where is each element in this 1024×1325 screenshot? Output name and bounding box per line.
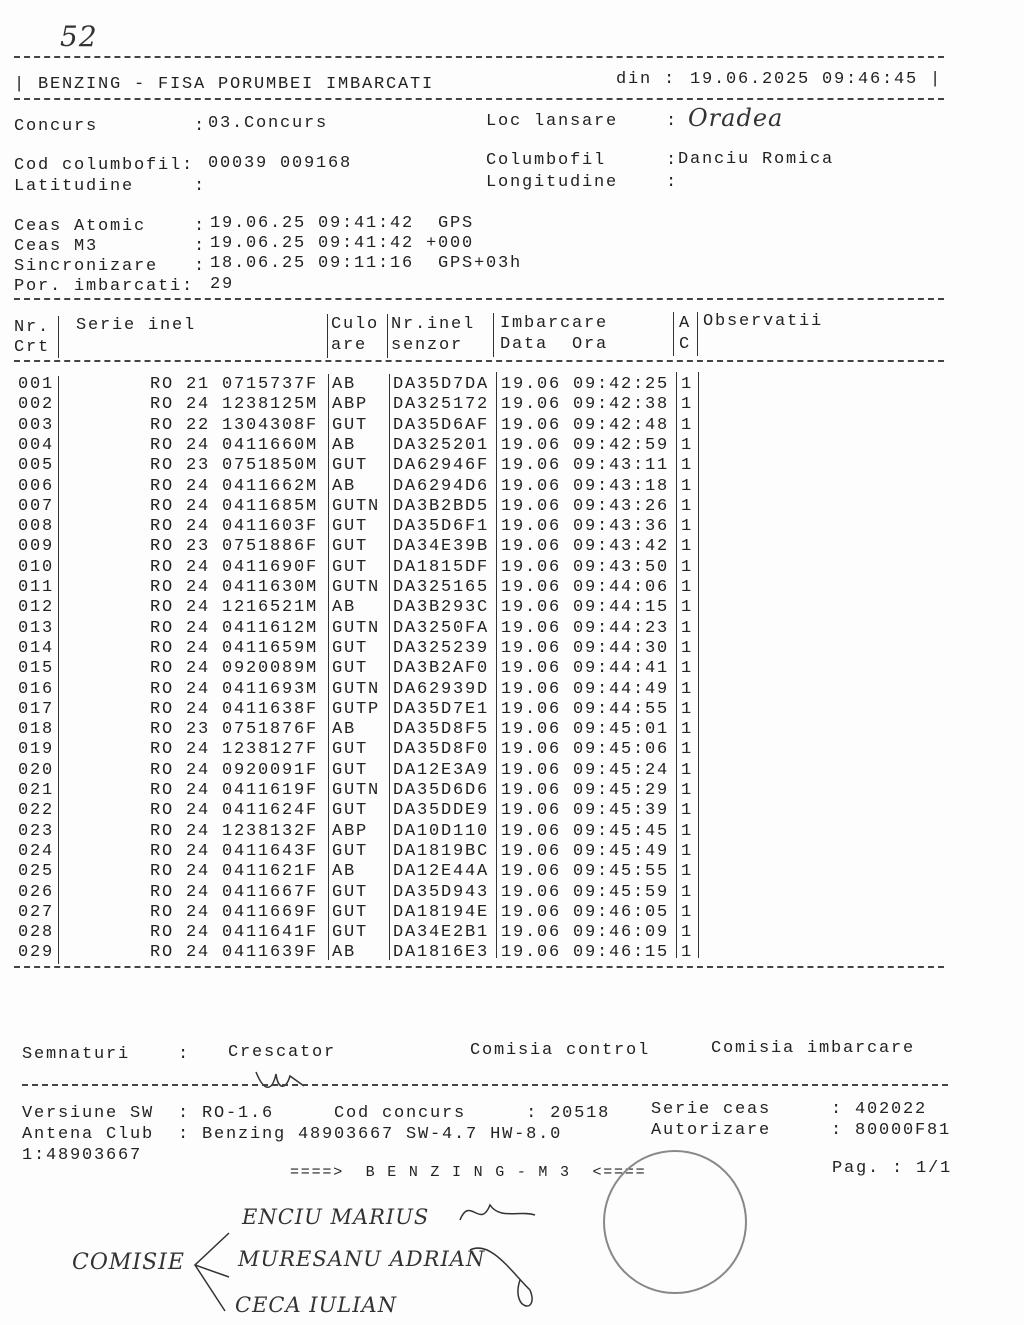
boarding-time: 09:44:06 bbox=[573, 578, 670, 597]
row-number: 013 bbox=[18, 618, 55, 638]
ceas-atomic-value: 19.06.25 09:41:42 GPS bbox=[210, 214, 475, 233]
ac-flag: 1 bbox=[681, 435, 694, 455]
boarding-time: 09:44:55 bbox=[573, 699, 670, 719]
boarding-time: 09:45:39 bbox=[573, 801, 670, 821]
sensor-ring: DA34E2B1 bbox=[393, 923, 490, 943]
boarding-date: 19.06 bbox=[501, 395, 562, 415]
table-row bbox=[0, 883, 720, 903]
boarding-date: 19.06 bbox=[501, 699, 562, 719]
table-row bbox=[0, 659, 720, 679]
boarding-date: 19.06 bbox=[501, 720, 562, 740]
ring-serial: RO 24 0411638F bbox=[150, 699, 319, 719]
boarding-date: 19.06 bbox=[501, 902, 562, 922]
table-row bbox=[0, 537, 720, 557]
signatures-label: Semnaturi : bbox=[22, 1045, 191, 1064]
ac-flag: 1 bbox=[681, 395, 694, 415]
boarding-time: 09:45:55 bbox=[573, 862, 670, 882]
sensor-ring: DA10D110 bbox=[393, 821, 490, 841]
ac-flag: 1 bbox=[681, 638, 694, 658]
ac-flag: 1 bbox=[681, 801, 694, 821]
color: GUT bbox=[332, 902, 369, 922]
ac-flag: 1 bbox=[681, 841, 694, 861]
sensor-ring: DA35D7E1 bbox=[393, 699, 490, 719]
row-number: 010 bbox=[18, 557, 55, 577]
ring-serial: RO 23 0751850M bbox=[150, 456, 319, 476]
sensor-ring: DA35D6D6 bbox=[393, 781, 490, 800]
row-number: 006 bbox=[18, 476, 55, 496]
ring-serial: RO 24 0411659M bbox=[150, 638, 319, 658]
boarding-time: 09:45:06 bbox=[573, 740, 670, 760]
boarding-date: 19.06 bbox=[501, 841, 562, 861]
print-date: 19.06.2025 09:46:45 bbox=[690, 70, 919, 89]
boarding-date: 19.06 bbox=[501, 598, 562, 618]
header-nr: Nr. bbox=[14, 318, 51, 337]
table-row bbox=[0, 598, 720, 618]
color: GUT bbox=[332, 882, 369, 902]
ring-serial: RO 22 1304308F bbox=[150, 415, 319, 435]
sincronizare-value: 18.06.25 09:11:16 GPS+03h bbox=[210, 254, 523, 273]
sensor-ring: DA35D7DA bbox=[393, 375, 490, 394]
boarding-time: 09:43:26 bbox=[573, 496, 670, 516]
sensor-ring: DA12E44A bbox=[393, 862, 490, 882]
document-title: BENZING - FISA PORUMBEI IMBARCATI bbox=[38, 75, 435, 94]
ring-serial: RO 24 0411662M bbox=[150, 476, 319, 496]
row-number: 019 bbox=[18, 740, 55, 760]
ring-serial: RO 24 1238132F bbox=[150, 821, 319, 841]
ring-serial: RO 24 1238125M bbox=[150, 395, 319, 415]
row-number: 003 bbox=[18, 415, 55, 435]
ring-serial: RO 24 0411624F bbox=[150, 801, 319, 821]
commission-stamp bbox=[603, 1150, 747, 1294]
boarding-time: 09:44:30 bbox=[573, 638, 670, 658]
color: ABP bbox=[332, 821, 369, 841]
sensor-ring: DA35D8F5 bbox=[393, 720, 490, 740]
ac-flag: 1 bbox=[681, 821, 694, 841]
ac-flag: 1 bbox=[681, 517, 694, 537]
boarding-date: 19.06 bbox=[501, 760, 562, 780]
color: AB bbox=[332, 943, 357, 963]
ac-flag: 1 bbox=[681, 943, 694, 963]
longitude-label: Longitudine : bbox=[486, 173, 679, 192]
boarding-time: 09:43:18 bbox=[573, 476, 670, 496]
boarding-time: 09:45:45 bbox=[573, 821, 670, 841]
row-number: 021 bbox=[18, 781, 55, 800]
table-row bbox=[0, 822, 720, 842]
boarding-date: 19.06 bbox=[501, 456, 562, 476]
brace-mark bbox=[185, 1225, 235, 1315]
table-row bbox=[0, 395, 720, 415]
ceas-m3-value: 19.06.25 09:41:42 +000 bbox=[210, 234, 475, 253]
concurs-label: Concurs : bbox=[14, 117, 207, 136]
row-number: 026 bbox=[18, 882, 55, 902]
boarding-time: 09:42:48 bbox=[573, 415, 670, 435]
table-row bbox=[0, 720, 720, 740]
concurs-value: 03.Concurs bbox=[208, 114, 329, 133]
color: GUT bbox=[332, 659, 369, 679]
handwritten-comisie: COMISIE bbox=[72, 1250, 185, 1275]
boarding-date: 19.06 bbox=[501, 496, 562, 516]
sensor-ring: DA12E3A9 bbox=[393, 760, 490, 780]
sensor-ring: DA3B293C bbox=[393, 598, 490, 618]
sensor-ring: DA325165 bbox=[393, 578, 490, 597]
commission-signatures-mark bbox=[450, 1190, 560, 1320]
boarding-time: 09:46:09 bbox=[573, 923, 670, 943]
antena-line: Antena Club : Benzing 48903667 SW-4.7 HW-8.0 bbox=[22, 1125, 563, 1144]
ring-serial: RO 24 0411643F bbox=[150, 841, 319, 861]
sincronizare-label: Sincronizare : bbox=[14, 257, 207, 276]
row-number: 008 bbox=[18, 517, 55, 537]
columbofil-value: Danciu Romica bbox=[678, 150, 835, 169]
row-number: 020 bbox=[18, 760, 55, 780]
row-number: 005 bbox=[18, 456, 55, 476]
boarding-date: 19.06 bbox=[501, 659, 562, 679]
signature-crescator: Crescator bbox=[228, 1043, 337, 1062]
header-senzor: senzor bbox=[391, 336, 464, 355]
table-row bbox=[0, 801, 720, 821]
row-number: 018 bbox=[18, 720, 55, 740]
sensor-ring: DA325172 bbox=[393, 395, 490, 415]
boarding-date: 19.06 bbox=[501, 740, 562, 760]
boarding-date: 19.06 bbox=[501, 862, 562, 882]
header-observatii: Observatii bbox=[703, 312, 824, 331]
row-number: 022 bbox=[18, 801, 55, 821]
page-number: Pag. : 1/1 bbox=[832, 1159, 953, 1178]
color: GUTN bbox=[332, 618, 381, 638]
date-label: din : bbox=[616, 70, 677, 89]
ac-flag: 1 bbox=[681, 781, 694, 800]
boarding-date: 19.06 bbox=[501, 882, 562, 902]
color: ABP bbox=[332, 395, 369, 415]
autorizare: Autorizare : 80000F81 bbox=[651, 1121, 952, 1140]
table-row bbox=[0, 578, 720, 598]
sensor-ring: DA1816E3 bbox=[393, 943, 490, 963]
header-imbarcare: Imbarcare bbox=[500, 314, 609, 333]
sensor-ring: DA3B2BD5 bbox=[393, 496, 490, 516]
row-number: 023 bbox=[18, 821, 55, 841]
boarding-date: 19.06 bbox=[501, 821, 562, 841]
boarding-time: 09:43:11 bbox=[573, 456, 670, 476]
ac-flag: 1 bbox=[681, 740, 694, 760]
color: GUTP bbox=[332, 699, 381, 719]
color: GUT bbox=[332, 923, 369, 943]
boarding-time: 09:44:15 bbox=[573, 598, 670, 618]
row-number: 017 bbox=[18, 699, 55, 719]
sensor-ring: DA3B2AF0 bbox=[393, 659, 490, 679]
ring-serial: RO 24 0411612M bbox=[150, 618, 319, 638]
ring-serial: RO 23 0751886F bbox=[150, 537, 319, 557]
sensor-ring: DA6294D6 bbox=[393, 476, 490, 496]
por-imbarcati-value: 29 bbox=[210, 275, 235, 294]
table-row bbox=[0, 680, 720, 700]
color: GUT bbox=[332, 841, 369, 861]
color: GUTN bbox=[332, 781, 381, 800]
crescator-signature-mark bbox=[250, 1062, 310, 1096]
color: GUT bbox=[332, 740, 369, 760]
row-number: 029 bbox=[18, 943, 55, 963]
boarding-date: 19.06 bbox=[501, 801, 562, 821]
sensor-ring: DA35DDE9 bbox=[393, 801, 490, 821]
sensor-ring: DA35D8F0 bbox=[393, 740, 490, 760]
boarding-date: 19.06 bbox=[501, 781, 562, 800]
color: GUT bbox=[332, 801, 369, 821]
header-nr-inel: Nr.inel bbox=[391, 315, 476, 334]
ring-serial: RO 21 0715737F bbox=[150, 375, 319, 394]
table-row bbox=[0, 416, 720, 436]
signature-comisia-imbarcare: Comisia imbarcare bbox=[711, 1039, 916, 1058]
table-row bbox=[0, 639, 720, 659]
row-number: 009 bbox=[18, 537, 55, 557]
ring-serial: RO 24 0920089M bbox=[150, 659, 319, 679]
table-row bbox=[0, 700, 720, 720]
color: AB bbox=[332, 862, 357, 882]
header-culoare-2: are bbox=[331, 336, 368, 355]
row-number: 014 bbox=[18, 638, 55, 658]
ac-flag: 1 bbox=[681, 679, 694, 699]
ring-serial: RO 24 0411693M bbox=[150, 679, 319, 699]
boarding-date: 19.06 bbox=[501, 517, 562, 537]
ac-flag: 1 bbox=[681, 476, 694, 496]
ac-flag: 1 bbox=[681, 720, 694, 740]
versiune-line: Versiune SW : RO-1.6 Cod concurs : 20518 bbox=[22, 1104, 611, 1123]
handwritten-page-number: 52 bbox=[60, 20, 98, 53]
header-culoare: Culo bbox=[331, 315, 380, 334]
sensor-ring: DA1819BC bbox=[393, 841, 490, 861]
color: GUTN bbox=[332, 496, 381, 516]
row-number: 011 bbox=[18, 578, 55, 597]
boarding-date: 19.06 bbox=[501, 943, 562, 963]
table-row bbox=[0, 558, 720, 578]
handwritten-member-2: MURESANU ADRIAN bbox=[238, 1247, 486, 1271]
table-row bbox=[0, 862, 720, 882]
color: AB bbox=[332, 375, 357, 394]
boarding-time: 09:43:42 bbox=[573, 537, 670, 557]
boarding-time: 09:43:50 bbox=[573, 557, 670, 577]
table-row bbox=[0, 740, 720, 760]
sensor-ring: DA35D6F1 bbox=[393, 517, 490, 537]
ac-flag: 1 bbox=[681, 923, 694, 943]
ac-flag: 1 bbox=[681, 598, 694, 618]
color: AB bbox=[332, 435, 357, 455]
ac-flag: 1 bbox=[681, 659, 694, 679]
boarding-date: 19.06 bbox=[501, 375, 562, 394]
header-c: C bbox=[679, 335, 692, 354]
row-number: 027 bbox=[18, 902, 55, 922]
loc-value: Oradea bbox=[688, 104, 784, 132]
table-row bbox=[0, 456, 720, 476]
loc-label: Loc lansare : bbox=[486, 112, 679, 131]
boarding-date: 19.06 bbox=[501, 638, 562, 658]
ring-serial: RO 24 1216521M bbox=[150, 598, 319, 618]
row-number: 025 bbox=[18, 862, 55, 882]
table-row bbox=[0, 923, 720, 943]
color: GUT bbox=[332, 760, 369, 780]
boarding-time: 09:44:23 bbox=[573, 618, 670, 638]
ceas-m3-label: Ceas M3 : bbox=[14, 237, 207, 256]
ring-serial: RO 24 1238127F bbox=[150, 740, 319, 760]
sensor-ring: DA62946F bbox=[393, 456, 490, 476]
sensor-ring: DA325201 bbox=[393, 435, 490, 455]
row-number: 024 bbox=[18, 841, 55, 861]
boarding-date: 19.06 bbox=[501, 578, 562, 597]
boarding-time: 09:44:49 bbox=[573, 679, 670, 699]
boarding-date: 19.06 bbox=[501, 415, 562, 435]
boarding-date: 19.06 bbox=[501, 435, 562, 455]
ac-flag: 1 bbox=[681, 882, 694, 902]
sensor-ring: DA325239 bbox=[393, 638, 490, 658]
ring-serial: RO 24 0411660M bbox=[150, 435, 319, 455]
header-a: A bbox=[679, 314, 692, 333]
boarding-date: 19.06 bbox=[501, 476, 562, 496]
table-row bbox=[0, 497, 720, 517]
sensor-ring: DA18194E bbox=[393, 902, 490, 922]
table-row bbox=[0, 619, 720, 639]
table-row bbox=[0, 375, 720, 395]
serie-ceas: Serie ceas : 402022 bbox=[651, 1100, 928, 1119]
table-row bbox=[0, 842, 720, 862]
boarding-time: 09:42:59 bbox=[573, 435, 670, 455]
por-imbarcati-label: Por. imbarcati: bbox=[14, 277, 195, 296]
ring-serial: RO 24 0411669F bbox=[150, 902, 319, 922]
sensor-ring: DA1815DF bbox=[393, 557, 490, 577]
ac-flag: 1 bbox=[681, 578, 694, 597]
color: AB bbox=[332, 720, 357, 740]
table-row bbox=[0, 477, 720, 497]
ceas-atomic-label: Ceas Atomic : bbox=[14, 217, 207, 236]
row-number: 002 bbox=[18, 395, 55, 415]
handwritten-member-3: CECA IULIAN bbox=[235, 1293, 398, 1317]
ring-serial: RO 24 0411685M bbox=[150, 496, 319, 516]
ac-flag: 1 bbox=[681, 496, 694, 516]
ring-serial: RO 24 0920091F bbox=[150, 760, 319, 780]
row-number: 001 bbox=[18, 375, 55, 394]
ac-flag: 1 bbox=[681, 862, 694, 882]
color: GUT bbox=[332, 638, 369, 658]
color: GUTN bbox=[332, 578, 381, 597]
club-id: 1:48903667 bbox=[22, 1146, 143, 1165]
table-row bbox=[0, 943, 720, 963]
cod-value: 00039 009168 bbox=[208, 154, 353, 173]
boarding-time: 09:46:05 bbox=[573, 902, 670, 922]
boarding-time: 09:42:38 bbox=[573, 395, 670, 415]
signature-comisia-control: Comisia control bbox=[470, 1041, 651, 1060]
ac-flag: 1 bbox=[681, 456, 694, 476]
latitude-label: Latitudine : bbox=[14, 177, 207, 196]
row-number: 007 bbox=[18, 496, 55, 516]
brand-line: ====> B E N Z I N G - M 3 <==== bbox=[290, 1164, 647, 1181]
sensor-ring: DA35D943 bbox=[393, 882, 490, 902]
ac-flag: 1 bbox=[681, 415, 694, 435]
row-number: 016 bbox=[18, 679, 55, 699]
sensor-ring: DA35D6AF bbox=[393, 415, 490, 435]
ring-serial: RO 24 0411621F bbox=[150, 862, 319, 882]
color: GUT bbox=[332, 456, 369, 476]
row-number: 028 bbox=[18, 923, 55, 943]
header-crt: Crt bbox=[14, 338, 51, 357]
boarding-time: 09:45:59 bbox=[573, 882, 670, 902]
ring-serial: RO 24 0411690F bbox=[150, 557, 319, 577]
boarding-time: 09:45:29 bbox=[573, 781, 670, 800]
boarding-time: 09:45:24 bbox=[573, 760, 670, 780]
row-number: 015 bbox=[18, 659, 55, 679]
row-number: 004 bbox=[18, 435, 55, 455]
benzing-boarding-sheet: 52 | BENZING - FISA PORUMBEI IMBARCATI din : 19.06.2025 09:46:45 | Concurs : 03.Concurs Loc lansare : Oradea Cod columbofil: 00039 009168 Columbofil : Danciu Romica Latitudine : Longitudine : Ceas Atomic : 19.06.25 09:41:42 GPS Ceas M3 : 19.06.25 09:41:42 +000 Sincronizare : 18.06.25 09:11:16 GPS+03h Por. imbarcati: 29 Nr. Crt Serie inel Culo are Nr.inel senzor Imbarcare Data Ora A C Observatii 001 RO 21 0715737F AB DA35D7DA 19.06 09:42:25 1 002 RO 24 1238125M ABP DA325172 19.06 09:42:38 1 003 RO 22 1304308F GUT DA35D6AF 19.06 09:42:48 1 004 RO 24 0411660M AB DA325201 19.06 09:42:59 1 005 RO 23 0751850M GUT DA62946F 19.06 09:43:11 1 006 RO 24 0411662M AB DA6294D6 19.06 09:43:18 1 007 RO 24 0411685M GUTN DA3B2BD5 19.06 09:43:26 1 008 RO 24 0411603F GUT DA35D6F1 19.06 09:43:36 1 009 RO 23 0751886F GUT DA34E39B 19.06 09:43:42 1 010 RO 24 0411690F GUT DA1815DF 19.06 09:43:50 1 011 RO 24 0411630M GUTN DA325165 19.06 09:44:06 1 012 RO 24 1216521M AB DA3B293C 19.06 09:44:15 1 013 RO 24 0411612M GUTN DA3250FA 19.06 09:44:23 1 014 RO 24 0411659M GUT DA325239 19.06 09:44:30 1 015 RO 24 0920089M GUT DA3B2AF0 19.06 09:44:41 1 016 RO 24 0411693M GUTN DA62939D 19.06 09:44:49 1 017 RO 24 0411638F GUTP DA35D7E1 19.06 09:44:55 1 018 RO 23 0751876F AB DA35D8F5 19.06 09:45:01 1 019 RO 24 1238127F GUT DA35D8F0 19.06 09:45:06 1 020 RO 24 0920091F GUT DA12E3A9 19.06 09:45:24 1 021 RO 24 0411619F GUTN DA35D6D6 19.06 09:45:29 1 022 RO 24 0411624F GUT DA35DDE9 19.06 09:45:39 1 023 RO 24 1238132F ABP DA10D110 19.06 09:45:45 1 024 RO 24 0411643F GUT DA1819BC 19.06 09:45:49 1 025 RO 24 0411621F AB DA12E44A 19.06 09:45:55 1 026 RO 24 0411667F GUT DA35D943 19.06 09:45:59 1 027 RO 24 0411669F GUT DA18194E 19.06 09:46:05 1 028 RO 24 0411641F GUT DA34E2B1 19.06 09:46:09 1 029 RO 24 0411639F AB DA1816E3 19.06 09:46:15 1 Semnaturi : Crescator Comisia control Comisia imbarcare Versiune SW : RO-1.6 Cod concurs : 20518 Serie ceas : 402022 Antena Club : Benzing 48903667 SW-4.7 HW-8.0 Autorizare : 80000F81 1:48903667 ====> B E N Z I N G - M 3 <==== Pag. : 1/1 COMISIE ENCIU MARIUS MURESANU ADRIAN CECA IULIAN bbox=[0, 0, 1024, 1325]
boarding-time: 09:42:25 bbox=[573, 375, 670, 394]
ring-serial: RO 24 0411630M bbox=[150, 578, 319, 597]
sensor-ring: DA62939D bbox=[393, 679, 490, 699]
color: GUTN bbox=[332, 679, 381, 699]
color: GUT bbox=[332, 415, 369, 435]
boarding-time: 09:46:15 bbox=[573, 943, 670, 963]
ac-flag: 1 bbox=[681, 760, 694, 780]
ring-serial: RO 24 0411619F bbox=[150, 781, 319, 800]
boarding-date: 19.06 bbox=[501, 557, 562, 577]
header-data-ora: Data Ora bbox=[500, 335, 609, 354]
ac-flag: 1 bbox=[681, 618, 694, 638]
boarding-date: 19.06 bbox=[501, 537, 562, 557]
sensor-ring: DA3250FA bbox=[393, 618, 490, 638]
color: GUT bbox=[332, 517, 369, 537]
boarding-date: 19.06 bbox=[501, 679, 562, 699]
table-row bbox=[0, 761, 720, 781]
color: AB bbox=[332, 598, 357, 618]
ring-serial: RO 24 0411641F bbox=[150, 923, 319, 943]
ring-serial: RO 24 0411639F bbox=[150, 943, 319, 963]
boarding-time: 09:44:41 bbox=[573, 659, 670, 679]
ac-flag: 1 bbox=[681, 537, 694, 557]
sensor-ring: DA34E39B bbox=[393, 537, 490, 557]
color: AB bbox=[332, 476, 357, 496]
ring-serial: RO 24 0411603F bbox=[150, 517, 319, 537]
columbofil-label: Columbofil : bbox=[486, 151, 679, 170]
ac-flag: 1 bbox=[681, 557, 694, 577]
boarding-time: 09:45:01 bbox=[573, 720, 670, 740]
boarding-date: 19.06 bbox=[501, 618, 562, 638]
ac-flag: 1 bbox=[681, 902, 694, 922]
ac-flag: 1 bbox=[681, 375, 694, 394]
table-row bbox=[0, 436, 720, 456]
ring-serial: RO 24 0411667F bbox=[150, 882, 319, 902]
table-row bbox=[0, 517, 720, 537]
color: GUT bbox=[332, 537, 369, 557]
row-number: 012 bbox=[18, 598, 55, 618]
boarding-time: 09:45:49 bbox=[573, 841, 670, 861]
boarding-date: 19.06 bbox=[501, 923, 562, 943]
boarding-time: 09:43:36 bbox=[573, 517, 670, 537]
ring-serial: RO 23 0751876F bbox=[150, 720, 319, 740]
table-row bbox=[0, 903, 720, 923]
ac-flag: 1 bbox=[681, 699, 694, 719]
color: GUT bbox=[332, 557, 369, 577]
header-serie-inel: Serie inel bbox=[76, 316, 197, 335]
handwritten-member-1: ENCIU MARIUS bbox=[242, 1205, 430, 1229]
table-row bbox=[0, 781, 720, 801]
cod-label: Cod columbofil: bbox=[14, 156, 195, 175]
